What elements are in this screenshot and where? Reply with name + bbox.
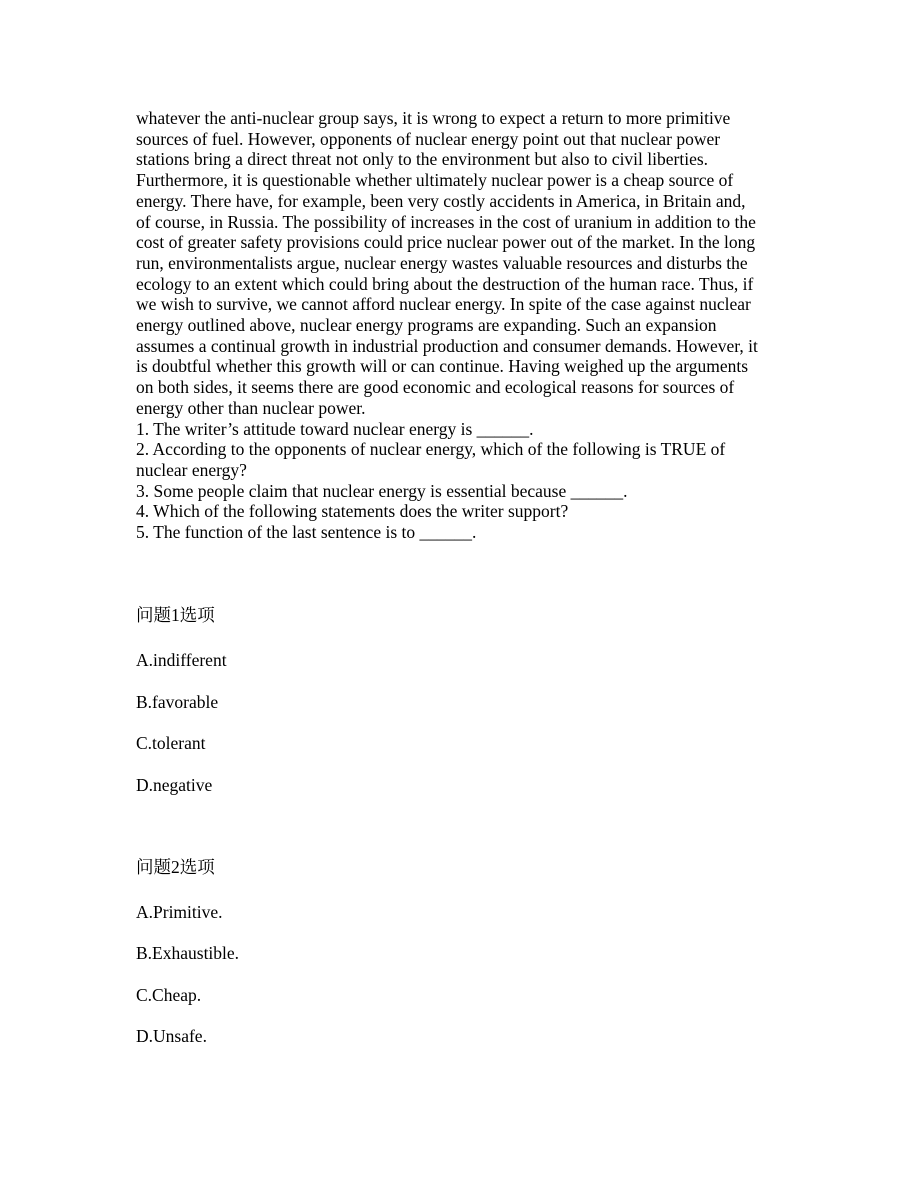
passage-line: is doubtful whether this growth will or can continue. Having weighed up the arguments — [136, 356, 749, 377]
option-a: A.Primitive. — [136, 902, 223, 922]
option-c: C.Cheap. — [136, 985, 202, 1005]
option-c: C.tolerant — [136, 733, 206, 753]
passage-line: whatever the anti-nuclear group says, it is wrong to expect a return to more primitive — [136, 108, 731, 128]
passage-line: on both sides, it seems there are good economic and ecological reasons for sources of — [136, 377, 735, 398]
question-3: 3. Some people claim that nuclear energy is essential because ______. — [136, 480, 628, 501]
question-4: 4. Which of the following statements does the writer support? — [136, 501, 569, 522]
option-group-title: 问题2选项 — [136, 857, 215, 877]
passage-line: Furthermore, it is questionable whether ultimately nuclear power is a cheap source of — [136, 170, 734, 191]
passage-line: of course, in Russia. The possibility of increases in the cost of uranium in addition to the — [136, 211, 756, 232]
passage-line: energy. There have, for example, been very costly accidents in America, in Britain and, — [136, 190, 746, 211]
passage-line: assumes a continual growth in industrial production and consumer demands. However, it — [136, 335, 758, 356]
question-list — [136, 419, 786, 543]
option-d: D.Unsafe. — [136, 1026, 207, 1046]
passage-line: we wish to survive, we cannot afford nuclear energy. In spite of the case against nuclear — [136, 294, 751, 315]
document-page — [136, 108, 786, 1046]
passage-line: run, environmentalists argue, nuclear energy wastes valuable resources and disturbs the — [136, 252, 748, 273]
passage-line: stations bring a direct threat not only to the environment but also to civil liberties. — [136, 149, 709, 170]
option-b: B.Exhaustible. — [136, 943, 240, 963]
passage-line: cost of greater safety provisions could price nuclear power out of the market. In the long — [136, 232, 756, 253]
option-a: A.indifferent — [136, 650, 227, 670]
option-group-title: 问题1选项 — [136, 605, 215, 625]
passage-line: ecology to an extent which could bring about the destruction of the human race. Thus, if — [136, 273, 754, 294]
reading-passage — [136, 108, 786, 419]
question-2: 2. According to the opponents of nuclear energy, which of the following is TRUE of — [136, 439, 726, 460]
option-b: B.favorable — [136, 692, 219, 712]
passage-line: sources of fuel. However, opponents of nuclear energy point out that nuclear power — [136, 128, 721, 149]
option-d: D.negative — [136, 775, 213, 795]
question-2-continued: nuclear energy? — [136, 459, 247, 480]
passage-line: energy other than nuclear power. — [136, 397, 366, 418]
question-5: 5. The function of the last sentence is to ______. — [136, 522, 477, 543]
passage-line: energy outlined above, nuclear energy programs are expanding. Such an expansion — [136, 315, 717, 336]
question-1: 1. The writer’s attitude toward nuclear energy is ______. — [136, 418, 534, 439]
